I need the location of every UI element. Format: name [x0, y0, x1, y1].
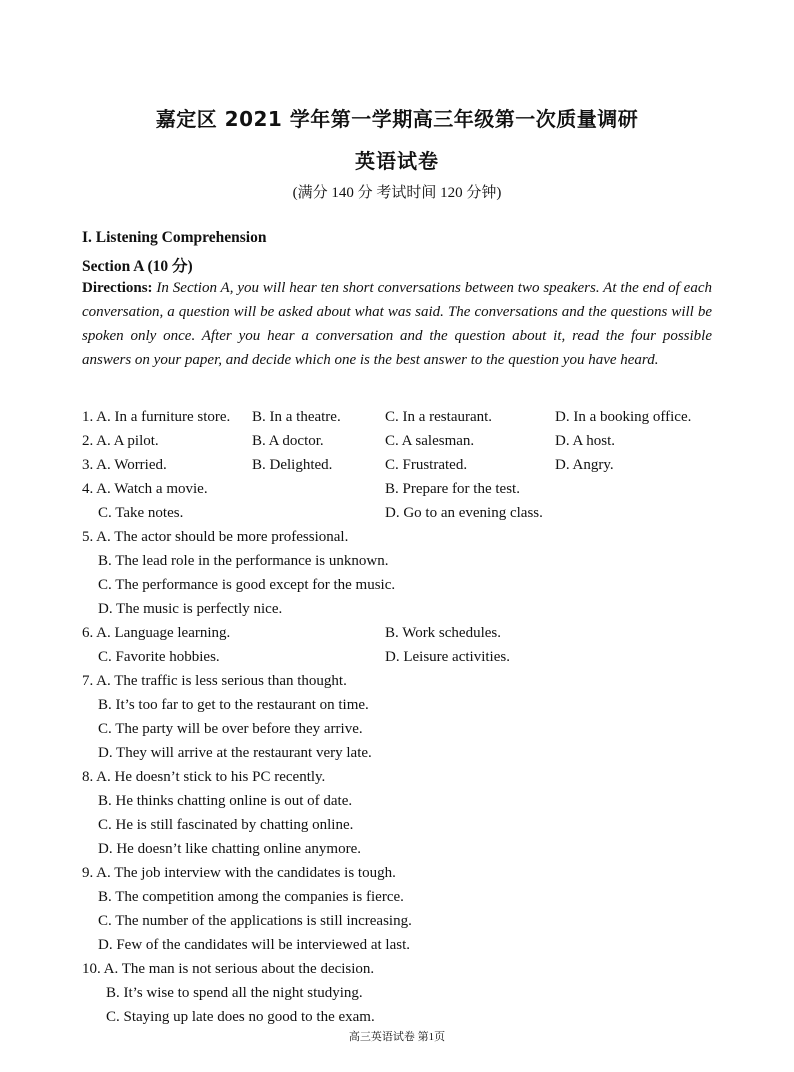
q9-option-b: B. The competition among the companies is fierce. — [98, 889, 404, 905]
q5-option-d: D. The music is perfectly nice. — [98, 601, 283, 617]
q6-option-b: B. Work schedules. — [385, 625, 502, 641]
exam-meta: (满分 140 分 考试时间 120 分钟) — [292, 185, 502, 201]
q9-option-d: D. Few of the candidates will be interviewed at last. — [98, 937, 410, 953]
question-5-b — [0, 549, 794, 573]
question-9-b — [0, 885, 794, 909]
question-2 — [0, 429, 794, 453]
q3-option-b: B. Delighted. — [252, 457, 333, 473]
question-1 — [0, 405, 794, 429]
q7-option-a: 7. A. The traffic is less serious than thought. — [82, 673, 347, 689]
question-7-d — [0, 741, 794, 765]
q7-option-d: D. They will arrive at the restaurant very late. — [98, 745, 372, 761]
question-8-a — [0, 765, 794, 789]
page-title: 嘉定区 2021 学年第一学期高三年级第一次质量调研 — [155, 107, 639, 131]
q1-option-a: 1. A. In a furniture store. — [82, 409, 231, 425]
q8-option-c: C. He is still fascinated by chatting online. — [98, 817, 354, 833]
q5-option-c: C. The performance is good except for the music. — [98, 577, 396, 593]
question-4-line-2 — [0, 501, 794, 525]
question-3 — [0, 453, 794, 477]
q6-option-d: D. Leisure activities. — [385, 649, 510, 665]
q3-option-d: D. Angry. — [555, 457, 614, 473]
q10-option-b: B. It’s wise to spend all the night studying. — [106, 985, 363, 1001]
q7-option-b: B. It’s too far to get to the restaurant on time. — [98, 697, 369, 713]
q2-option-c: C. A salesman. — [385, 433, 475, 449]
question-6-line-1 — [0, 621, 794, 645]
q1-option-c: C. In a restaurant. — [385, 409, 493, 425]
question-8-d — [0, 837, 794, 861]
q1-option-b: B. In a theatre. — [252, 409, 341, 425]
section-a-title: Section A (10 分) — [82, 258, 193, 275]
q2-option-b: B. A doctor. — [252, 433, 324, 449]
q10-option-a: 10. A. The man is not serious about the decision. — [82, 961, 375, 977]
q4-option-a: 4. A. Watch a movie. — [82, 481, 208, 497]
q3-option-a: 3. A. Worried. — [82, 457, 167, 473]
q5-option-a: 5. A. The actor should be more professional. — [82, 529, 349, 545]
question-5-d — [0, 597, 794, 621]
section-listening-title: I. Listening Comprehension — [82, 229, 267, 246]
q2-option-a: 2. A. A pilot. — [82, 433, 159, 449]
question-8-c — [0, 813, 794, 837]
question-5-a — [0, 525, 794, 549]
q1-option-d: D. In a booking office. — [555, 409, 692, 425]
question-10-c — [0, 1005, 794, 1029]
q4-option-d: D. Go to an evening class. — [385, 505, 543, 521]
directions — [82, 276, 712, 372]
question-5-c — [0, 573, 794, 597]
q2-option-d: D. A host. — [555, 433, 616, 449]
directions-text: In Section A, you will hear ten short conversations between two speakers. At the end of each conversation, a question will be asked about what was said. The conversations and the questions will be spoken only once. After you hear a conversation and the question about it, read the four possible answers on your paper, and decide which one is the best answer to the question you have heard. — [82, 280, 712, 368]
q6-option-a: 6. A. Language learning. — [82, 625, 231, 641]
exam-subtitle: 英语试卷 — [355, 149, 439, 173]
question-6-line-2 — [0, 645, 794, 669]
q8-option-a: 8. A. He doesn’t stick to his PC recently. — [82, 769, 326, 785]
question-10-b — [0, 981, 794, 1005]
q8-option-b: B. He thinks chatting online is out of date. — [98, 793, 353, 809]
q8-option-d: D. He doesn’t like chatting online anymore. — [98, 841, 361, 857]
q9-option-a: 9. A. The job interview with the candidates is tough. — [82, 865, 396, 881]
question-10-a — [0, 957, 794, 981]
q4-option-c: C. Take notes. — [98, 505, 184, 521]
q10-option-c: C. Staying up late does no good to the exam. — [106, 1009, 375, 1025]
question-9-d — [0, 933, 794, 957]
question-7-a — [0, 669, 794, 693]
question-8-b — [0, 789, 794, 813]
question-7-c — [0, 717, 794, 741]
q6-option-c: C. Favorite hobbies. — [98, 649, 220, 665]
question-9-c — [0, 909, 794, 933]
q4-option-b: B. Prepare for the test. — [385, 481, 520, 497]
q3-option-c: C. Frustrated. — [385, 457, 468, 473]
q5-option-b: B. The lead role in the performance is unknown. — [98, 553, 389, 569]
question-4-line-1 — [0, 477, 794, 501]
page-footer: 高三英语试卷 第1页 — [348, 1031, 446, 1043]
q9-option-c: C. The number of the applications is still increasing. — [98, 913, 412, 929]
directions-label: Directions: — [82, 280, 153, 296]
question-9-a — [0, 861, 794, 885]
question-7-b — [0, 693, 794, 717]
q7-option-c: C. The party will be over before they arrive. — [98, 721, 363, 737]
